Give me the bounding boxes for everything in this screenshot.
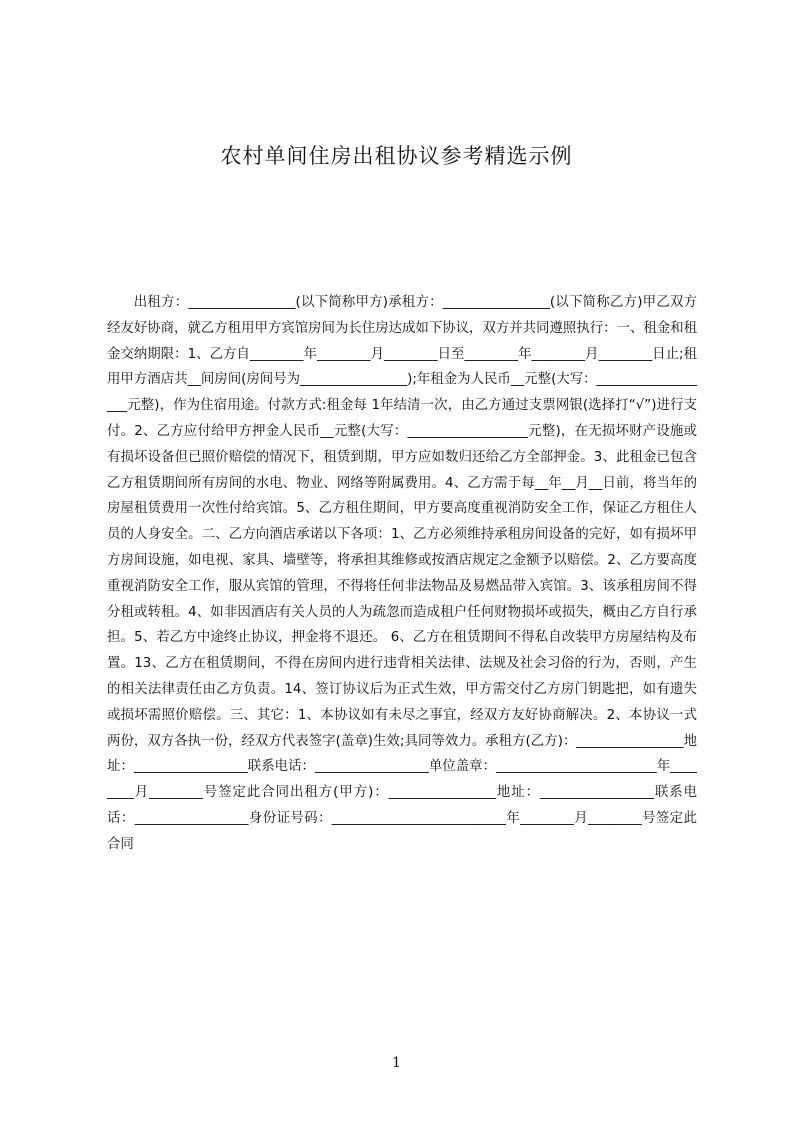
document-title: 农村单间住房出租协议参考精选示例 [220, 144, 573, 168]
agreement-body [107, 290, 697, 858]
page-number: 1 [392, 1055, 401, 1071]
agreement-text: 出租方：________________(以下简称甲方)承租方：________________(以下简称乙方)甲乙双方经友好协商，就乙方租用甲方宾馆房间为长住房达成如下协议，双方并共同遵照执行：一、租金和租金交纳期限：1、乙方自________年________月________日至________年________月________日止;租用甲方酒店共__间房间(房间号为________________);年租金为人民币__元整(大写：__________________元整)，作为住宿用途。付款方式:租金每 1年结清一次，由乙方通过支票网银(选择打“√”)进行支付。2、乙方应付给甲方押金人民币__元整(大写：__________________元整)，在无损坏财产设施或有损坏设备但已照价赔偿的情况下，租赁到期，甲方应如数归还给乙方全部押金。3、此租金已包含乙方租赁期间所有房间的水电、物业、网络等附属费用。4、乙方需于每__年__月__日前，将当年的房屋租赁费用一次性付给宾馆。5、乙方租住期间，甲方要高度重视消防安全工作，保证乙方租住人员的人身安全。二、乙方向酒店承诺以下各项：1、乙方必须维持承租房间设备的完好，如有损坏甲方房间设施，如电视、家具、墙壁等，将承担其维修或按酒店规定之金额予以赔偿。2、乙方要高度重视消防安全工作，服从宾馆的管理，不得将任何非法物品及易燃品带入宾馆。3、该承租房间不得分租或转租。4、如非因酒店有关人员的人为疏忽而造成租户任何财物损坏或损失，概由乙方自行承担。5、若乙方中途终止协议，押金将不退还。 6、乙方在租赁期间不得私自改装甲方房屋结构及布置。13、乙方在租赁期间，不得在房间内进行违背相关法律、法规及社会习俗的行为，否则，产生的相关法律责任由乙方负责。14、签订协议后为正式生效，甲方需交付乙方房门钥匙把，如有遗失或损坏需照价赔偿。三、其它：1、本协议如有未尽之事宜，经双方友好协商解决。2、本协议一式两份，双方各执一份，经双方代表签字(盖章)生效;具同等效力。承租方(乙方)：________________地址：_________________联系电话：_________________单位盖章：________________________年________月________号签定此合同出租方(甲方)：________________地址：_________________联系电话：_________________身份证号码：__________________________年________月________号签定此合同 [107, 295, 697, 852]
